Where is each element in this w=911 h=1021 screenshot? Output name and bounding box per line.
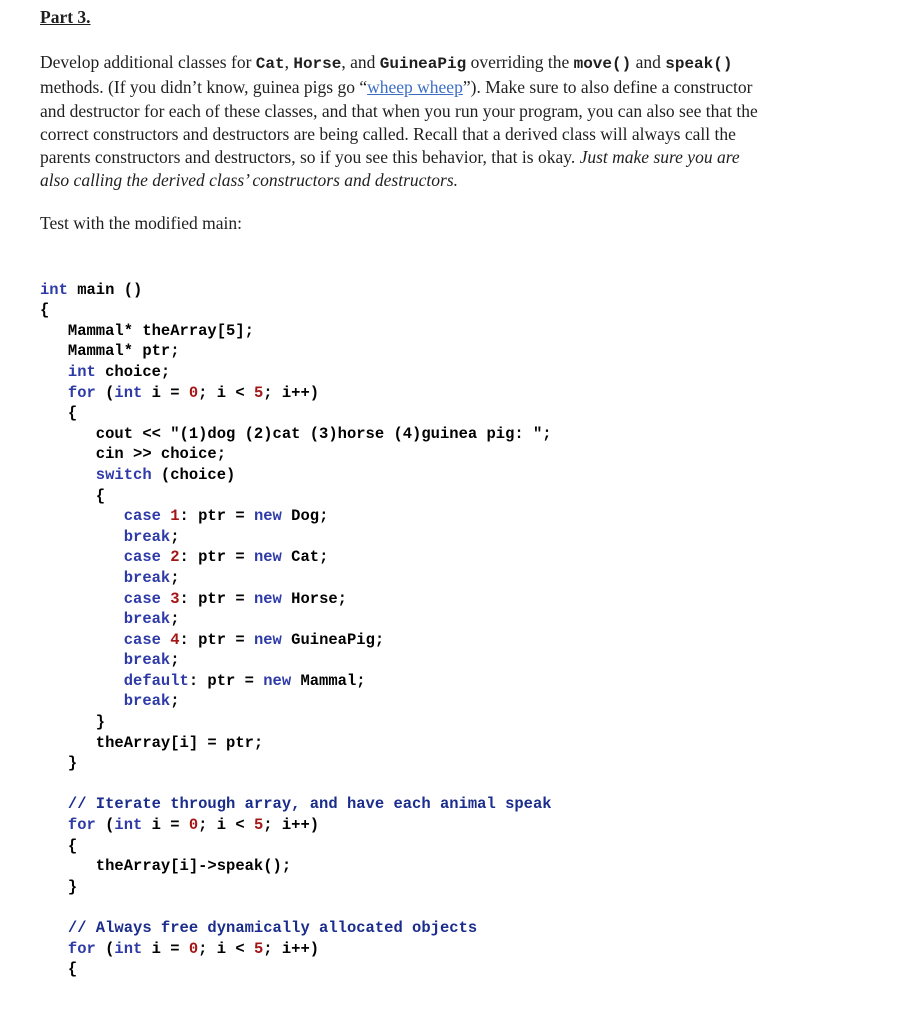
code-text: : ptr = [179, 548, 254, 567]
keyword: new [253, 548, 282, 567]
code-comment: // Iterate through array, and have each animal speak [40, 795, 552, 814]
code-text: Dog; [281, 507, 329, 526]
text: , and [341, 52, 380, 72]
code-line [40, 362, 552, 383]
code-guineapig: GuineaPig [379, 55, 467, 73]
code-text: : ptr = [179, 507, 254, 526]
code-line [40, 650, 552, 671]
code-line [40, 465, 552, 486]
section-heading: Part 3. [40, 7, 91, 27]
code-text: ; i++) [263, 816, 320, 835]
code-cat: Cat [255, 55, 285, 73]
test-label: Test with the modified main: [40, 213, 242, 233]
code-speak: speak() [665, 55, 733, 73]
code-text: Cat; [281, 548, 329, 567]
code-text: ; [170, 651, 180, 670]
code-line: } [40, 754, 78, 773]
code-line [40, 939, 552, 960]
text: and [631, 52, 666, 72]
code-text: ; i < [198, 383, 254, 402]
code-text: i = [142, 383, 189, 402]
code-line [40, 691, 552, 712]
code-line: { [40, 486, 106, 505]
code-text: ; i < [198, 939, 254, 958]
code-line [40, 609, 552, 630]
code-text: GuineaPig; [281, 630, 385, 649]
code-line [40, 630, 552, 651]
code-text: ; [170, 527, 180, 546]
paragraph-line-5 [40, 146, 890, 169]
code-block [40, 259, 552, 1021]
code-line: Mammal* theArray[5]; [40, 321, 254, 340]
paragraph-line-1 [40, 51, 890, 76]
code-text: ( [95, 383, 115, 402]
keyword: new [253, 589, 282, 608]
code-text: main () [67, 280, 143, 299]
code-move: move() [573, 55, 632, 73]
keyword: break [40, 651, 171, 670]
code-text: ; [170, 568, 180, 587]
code-line: { [40, 301, 50, 320]
code-text: Mammal; [291, 671, 366, 690]
keyword: break [40, 527, 171, 546]
keyword: int [40, 280, 68, 299]
code-line: { [40, 836, 78, 855]
keyword: switch [40, 465, 152, 484]
code-line [40, 280, 552, 301]
keyword: for [40, 816, 96, 835]
keyword: int [114, 939, 143, 958]
code-line [40, 527, 552, 548]
instructions-paragraph [40, 51, 890, 193]
code-horse: Horse [293, 55, 342, 73]
paragraph-line-3: and destructor for each of these classes, and that when you run your program, you can also see that the [40, 100, 758, 121]
keyword: case [40, 630, 161, 649]
code-text: i = [142, 816, 189, 835]
number: 5 [253, 939, 264, 958]
keyword: default [40, 671, 189, 690]
keyword: int [114, 383, 143, 402]
code-line: theArray[i] = ptr; [40, 733, 264, 752]
code-text: ( [95, 939, 115, 958]
code-line: } [40, 713, 106, 732]
keyword: case [40, 589, 161, 608]
number: 0 [188, 383, 199, 402]
keyword: new [263, 671, 292, 690]
number: 2 [160, 548, 180, 567]
italic-text: Just make sure you are [579, 147, 740, 168]
paragraph-line-4: correct constructors and destructors are being called. Recall that a derived class will always call the [40, 123, 736, 144]
text: methods. (If you didn’t know, guinea pigs go “ [40, 77, 368, 98]
code-line [40, 547, 552, 568]
keyword: int [114, 816, 143, 835]
code-text: i = [142, 939, 189, 958]
keyword: new [253, 507, 282, 526]
code-text: Horse; [281, 589, 347, 608]
code-line [40, 671, 552, 692]
keyword: case [40, 507, 161, 526]
code-line [40, 383, 552, 404]
code-line [40, 506, 552, 527]
code-text: : ptr = [179, 589, 254, 608]
code-line: cout << "(1)dog (2)cat (3)horse (4)guinea pig: "; [40, 424, 552, 443]
code-text: ; i++) [263, 383, 320, 402]
keyword: int [40, 362, 96, 381]
number: 0 [188, 816, 199, 835]
text: Develop additional classes for [40, 52, 256, 72]
code-line: } [40, 877, 78, 896]
keyword: for [40, 939, 96, 958]
paragraph-line-2 [40, 76, 890, 99]
text: overriding the [466, 52, 574, 72]
code-text: (choice) [151, 465, 236, 484]
code-text: : ptr = [179, 630, 254, 649]
text: ”). Make sure to also define a constructor [462, 77, 753, 98]
code-text: ; [170, 692, 180, 711]
number: 3 [160, 589, 180, 608]
code-text: ( [95, 816, 115, 835]
code-line [40, 774, 552, 795]
code-comment: // Always free dynamically allocated objects [40, 919, 478, 937]
number: 5 [253, 383, 264, 402]
code-text: : ptr = [188, 671, 264, 690]
text: parents constructors and destructors, so if you see this behavior, that is okay. [40, 147, 580, 168]
code-line [40, 589, 552, 610]
wheep-wheep-link[interactable]: wheep wheep [367, 77, 463, 98]
keyword: case [40, 548, 161, 567]
code-line: theArray[i]->speak(); [40, 857, 292, 876]
paragraph-line-6: also calling the derived class’ constructors and destructors. [40, 170, 459, 191]
number: 5 [253, 816, 264, 835]
code-text: choice; [95, 362, 171, 381]
code-text: ; i++) [263, 939, 320, 958]
number: 1 [160, 507, 180, 526]
keyword: for [40, 383, 96, 402]
code-line: { [40, 960, 78, 979]
keyword: new [253, 630, 282, 649]
code-line: cin >> choice; [40, 445, 227, 464]
code-line [40, 568, 552, 589]
text: , [284, 52, 294, 72]
keyword: break [40, 610, 171, 629]
code-text: ; [170, 610, 180, 629]
code-text: ; i < [198, 816, 254, 835]
keyword: break [40, 692, 171, 711]
keyword: break [40, 568, 171, 587]
code-line [40, 815, 552, 836]
code-line: Mammal* ptr; [40, 342, 180, 361]
number: 4 [160, 630, 180, 649]
number: 0 [188, 939, 199, 958]
code-line [40, 897, 552, 918]
code-line: { [40, 404, 78, 423]
